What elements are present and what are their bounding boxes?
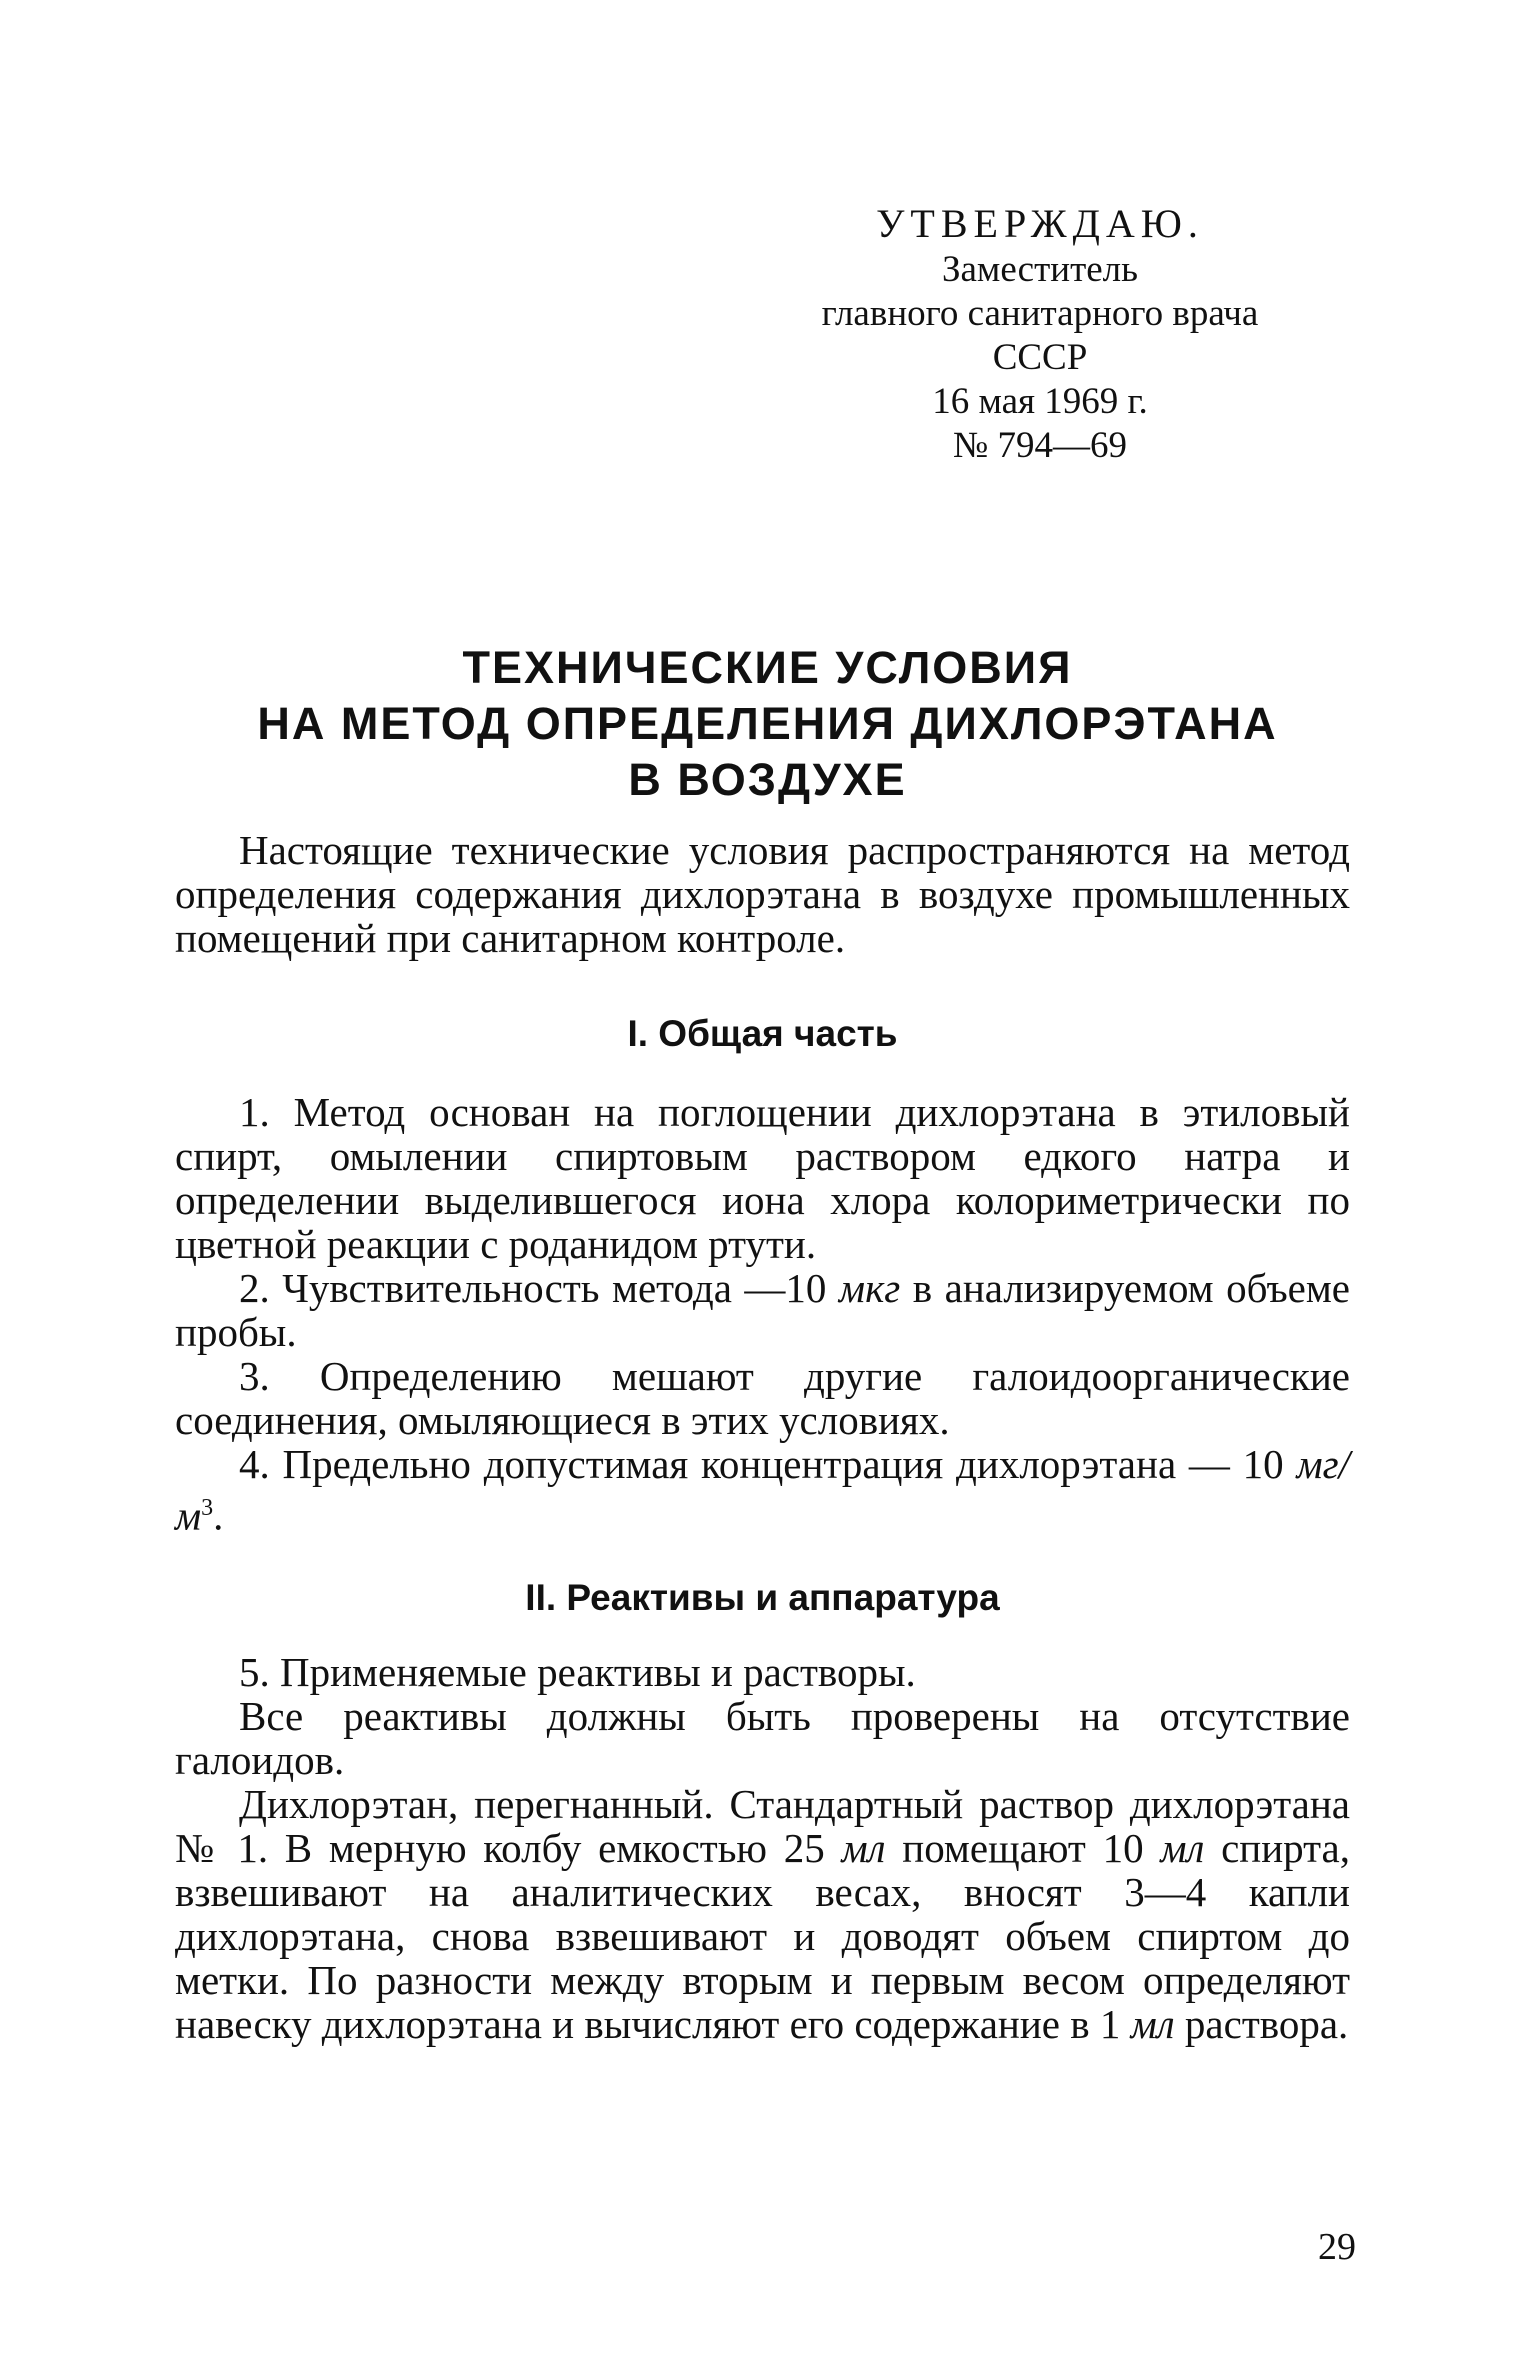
paragraph-2-text-end: в анализируемом объеме пробы. xyxy=(175,1265,1350,1355)
paragraph-5: 5. Применяемые реактивы и растворы. xyxy=(239,1649,916,1695)
paragraph-2-text: 2. Чувствительность метода —10 xyxy=(239,1265,839,1311)
document-title xyxy=(150,640,1385,808)
approval-country: СССР xyxy=(992,337,1088,378)
title-line-3: В ВОЗДУХЕ xyxy=(628,754,907,805)
paragraph-7-text-c: спирта, взвешивают на аналитических весах, вносят 3—4 капли дихлорэтана, снова взвешивают и доводят объем спиртом до метки. По разности между вторым и первым весом определяют навеску дихлорэтана и вычисляют его содержание в 1 xyxy=(175,1825,1350,2047)
unit-ml-3: мл xyxy=(1130,2001,1175,2047)
page-number: 29 xyxy=(1318,2226,1356,2268)
paragraph-4 xyxy=(175,1442,1350,1538)
paragraph-7-text-d: раствора. xyxy=(1174,2001,1349,2047)
section-2-heading: II. Реактивы и аппаратура xyxy=(525,1577,1000,1618)
paragraph-7-text-b: помещают 10 xyxy=(885,1825,1161,1871)
approval-date: 16 мая 1969 г. xyxy=(932,381,1148,422)
paragraph-2 xyxy=(175,1266,1350,1354)
approval-position: Заместитель xyxy=(941,249,1139,290)
unit-ml-1: мл xyxy=(841,1825,886,1871)
paragraph-6: Все реактивы должны быть проверены на отсутствие галоидов. xyxy=(175,1693,1350,1783)
title-line-1: ТЕХНИЧЕСКИЕ УСЛОВИЯ xyxy=(462,642,1073,693)
title-line-2: НА МЕТОД ОПРЕДЕЛЕНИЯ ДИХЛОРЭТАНА xyxy=(257,698,1278,749)
paragraph-3: 3. Определению мешают другие галоидоорганические соединения, омыляющиеся в этих условиях. xyxy=(175,1353,1350,1443)
paragraph-1: 1. Метод основан на поглощении дихлорэтана в этиловый спирт, омылении спиртовым раствором едкого натра и определении выделившегося иона хлора колориметрически по цветной реакции с роданидом ртути. xyxy=(175,1089,1350,1267)
approval-number: № 794—69 xyxy=(952,425,1128,466)
unit-mkg: мкг xyxy=(838,1265,901,1311)
approval-block xyxy=(740,200,1340,468)
unit-mg-m3: мг/м xyxy=(175,1441,1350,1539)
unit-ml-2: мл xyxy=(1160,1825,1205,1871)
section-1-heading: I. Общая часть xyxy=(627,1013,898,1054)
intro-block xyxy=(175,828,1350,960)
paragraph-7 xyxy=(175,1782,1350,2046)
intro-paragraph: Настоящие технические условия распространяются на метод определения содержания дихлорэтана в воздухе промышленных помещений при санитарном контроле. xyxy=(175,827,1350,961)
section-2-body xyxy=(175,1650,1350,2046)
approval-position-2: главного санитарного врача xyxy=(821,293,1259,334)
paragraph-4-text: 4. Предельно допустимая концентрация дихлорэтана — 10 xyxy=(239,1441,1297,1487)
unit-exponent: 3 xyxy=(201,1495,214,1521)
paragraph-7-text-a: Дихлорэтан, перегнанный. Стандартный раствор дихлорэтана № 1. В мерную колбу емкостью 25 xyxy=(175,1781,1350,1871)
paragraph-4-end: . xyxy=(213,1492,224,1539)
approval-heading: УТВЕРЖДАЮ. xyxy=(876,201,1204,246)
section-1-body xyxy=(175,1090,1350,1538)
